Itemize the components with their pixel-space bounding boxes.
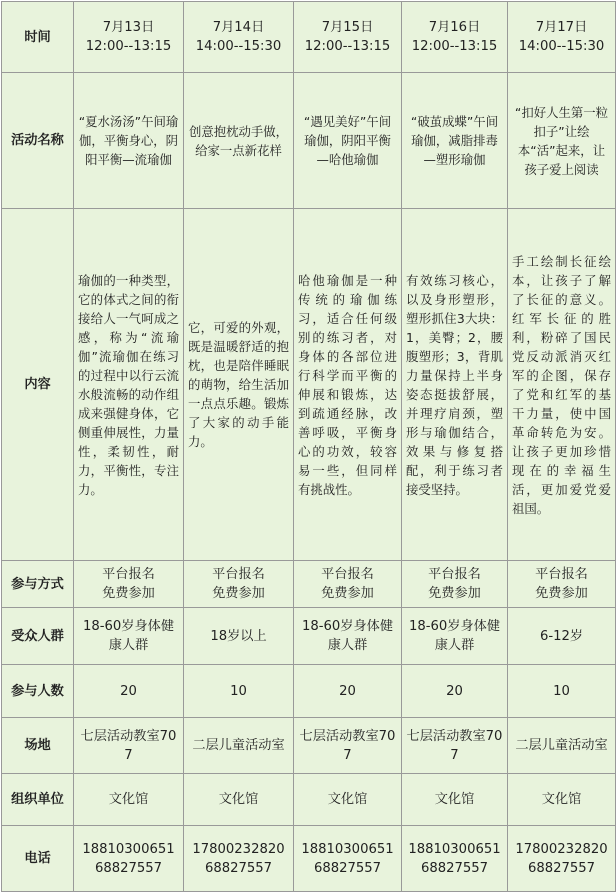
phone-number: 68827557 <box>313 860 382 876</box>
event-2-name: 创意抱枕动手做，给家一点新花样 <box>184 73 294 209</box>
event-2-audience: 18岁以上 <box>184 608 294 665</box>
event-1-audience: 18-60岁身体健康人群 <box>74 608 184 665</box>
method-line: 免费参加 <box>535 586 588 601</box>
method-line: 平台报名 <box>535 567 588 582</box>
phone-row <box>2 826 616 892</box>
header-organizer: 组织单位 <box>2 774 74 826</box>
event-4-audience: 18-60岁身体健康人群 <box>402 608 508 665</box>
event-date: 7月15日 <box>321 20 374 35</box>
event-4-time-cell <box>402 2 508 73</box>
event-date: 7月13日 <box>102 20 155 35</box>
organizer-row <box>2 774 616 826</box>
event-time: 12:00--13:15 <box>411 39 498 54</box>
phone-number: 68827557 <box>204 860 273 876</box>
event-1-name: “夏水汤汤”午间瑜伽，平衡身心，阴阳平衡—流瑜伽 <box>74 73 184 209</box>
event-5-name: “扣好人生第一粒扣子”让绘本“活”起来，让孩子爱上阅读 <box>508 73 616 209</box>
method-line: 免费参加 <box>428 586 481 601</box>
event-2-content: 它，可爱的外观，既是温暖舒适的抱枕，也是陪伴睡眠的萌物，给生活加一点点乐趣。锻炼了大家的动手能力。 <box>184 209 294 561</box>
event-1-organizer: 文化馆 <box>74 774 184 826</box>
method-line: 平台报名 <box>102 567 155 582</box>
event-2-time-cell <box>184 2 294 73</box>
event-4-phone <box>402 826 508 892</box>
phone-number: 68827557 <box>94 860 163 876</box>
phone-number: 18810300651 <box>82 841 175 857</box>
event-time: 14:00--15:30 <box>518 39 605 54</box>
method-line: 平台报名 <box>428 567 481 582</box>
event-2-count: 10 <box>184 665 294 718</box>
event-4-organizer: 文化馆 <box>402 774 508 826</box>
event-date: 7月14日 <box>212 20 265 35</box>
method-row <box>2 561 616 608</box>
phone-number: 17800232820 <box>192 841 285 857</box>
event-4-content: 有效练习核心，以及身形塑形，塑形抓住3大块：1，美臀；2，腰腹塑形；3，背肌力量保持上半身姿态挺拔舒展，并理疗肩颈，塑形与瑜伽结合，效果与修复搭配，利于练习者接受坚持。 <box>402 209 508 561</box>
header-audience: 受众人群 <box>2 608 74 665</box>
event-3-method <box>294 561 402 608</box>
event-date: 7月16日 <box>428 20 481 35</box>
content-row <box>2 209 616 561</box>
event-1-time-cell <box>74 2 184 73</box>
audience-row <box>2 608 616 665</box>
phone-number: 17800232820 <box>515 841 608 857</box>
event-4-count: 20 <box>402 665 508 718</box>
event-4-name: “破茧成蝶”午间瑜伽，减脂排毒—塑形瑜伽 <box>402 73 508 209</box>
header-count: 参与人数 <box>2 665 74 718</box>
event-5-time-cell <box>508 2 616 73</box>
event-3-time-cell <box>294 2 402 73</box>
event-3-audience: 18-60岁身体健康人群 <box>294 608 402 665</box>
event-5-audience: 6-12岁 <box>508 608 616 665</box>
time-row <box>2 2 616 73</box>
phone-number: 18810300651 <box>408 841 501 857</box>
header-content: 内容 <box>2 209 74 561</box>
header-venue: 场地 <box>2 718 74 774</box>
method-line: 免费参加 <box>102 586 155 601</box>
event-3-phone <box>294 826 402 892</box>
method-line: 免费参加 <box>212 586 265 601</box>
event-2-venue: 二层儿童活动室 <box>184 718 294 774</box>
event-1-count: 20 <box>74 665 184 718</box>
phone-number: 68827557 <box>420 860 489 876</box>
activity-schedule-table <box>1 1 616 892</box>
event-2-phone <box>184 826 294 892</box>
header-time: 时间 <box>2 2 74 73</box>
event-date: 7月17日 <box>535 20 588 35</box>
header-phone: 电话 <box>2 826 74 892</box>
event-1-venue: 七层活动教室707 <box>74 718 184 774</box>
event-3-name: “遇见美好”午间瑜伽，阴阳平衡—哈他瑜伽 <box>294 73 402 209</box>
method-line: 免费参加 <box>321 586 374 601</box>
event-3-organizer: 文化馆 <box>294 774 402 826</box>
event-5-count: 10 <box>508 665 616 718</box>
name-row <box>2 73 616 209</box>
header-name: 活动名称 <box>2 73 74 209</box>
method-line: 平台报名 <box>321 567 374 582</box>
event-1-phone <box>74 826 184 892</box>
event-2-method <box>184 561 294 608</box>
venue-row <box>2 718 616 774</box>
event-3-count: 20 <box>294 665 402 718</box>
event-2-organizer: 文化馆 <box>184 774 294 826</box>
method-line: 平台报名 <box>212 567 265 582</box>
event-5-content: 手工绘制长征绘本，让孩子了解了长征的意义。红军长征的胜利，粉碎了国民党反动派消灭红军的企图，保存了党和红军的基干力量，使中国革命转危为安。让孩子更加珍惜现在的幸福生活，更加爱党爱祖国。 <box>508 209 616 561</box>
event-1-method <box>74 561 184 608</box>
event-time: 12:00--13:15 <box>304 39 391 54</box>
event-4-venue: 七层活动教室707 <box>402 718 508 774</box>
phone-number: 68827557 <box>527 860 596 876</box>
event-5-organizer: 文化馆 <box>508 774 616 826</box>
event-5-venue: 二层儿童活动室 <box>508 718 616 774</box>
phone-number: 18810300651 <box>301 841 394 857</box>
event-3-venue: 七层活动教室707 <box>294 718 402 774</box>
event-5-phone <box>508 826 616 892</box>
event-3-content: 哈他瑜伽是一种传统的瑜伽练习，适合任何级别的练习者，对身体的各部位进行科学而平衡的伸展和锻炼，达到疏通经脉，改善呼吸，平衡身心的功效，较容易一些，但同样有挑战性。 <box>294 209 402 561</box>
count-row <box>2 665 616 718</box>
header-method: 参与方式 <box>2 561 74 608</box>
event-4-method <box>402 561 508 608</box>
event-1-content: 瑜伽的一种类型，它的体式之间的衔接给人一气呵成之感，称为“流瑜伽”流瑜伽在练习的过程中以行云流水般流畅的动作组成来强健身体，它侧重伸展性，力量性，柔韧性，耐力，平衡性，专注力。 <box>74 209 184 561</box>
event-time: 12:00--13:15 <box>85 39 172 54</box>
event-5-method <box>508 561 616 608</box>
event-time: 14:00--15:30 <box>195 39 282 54</box>
